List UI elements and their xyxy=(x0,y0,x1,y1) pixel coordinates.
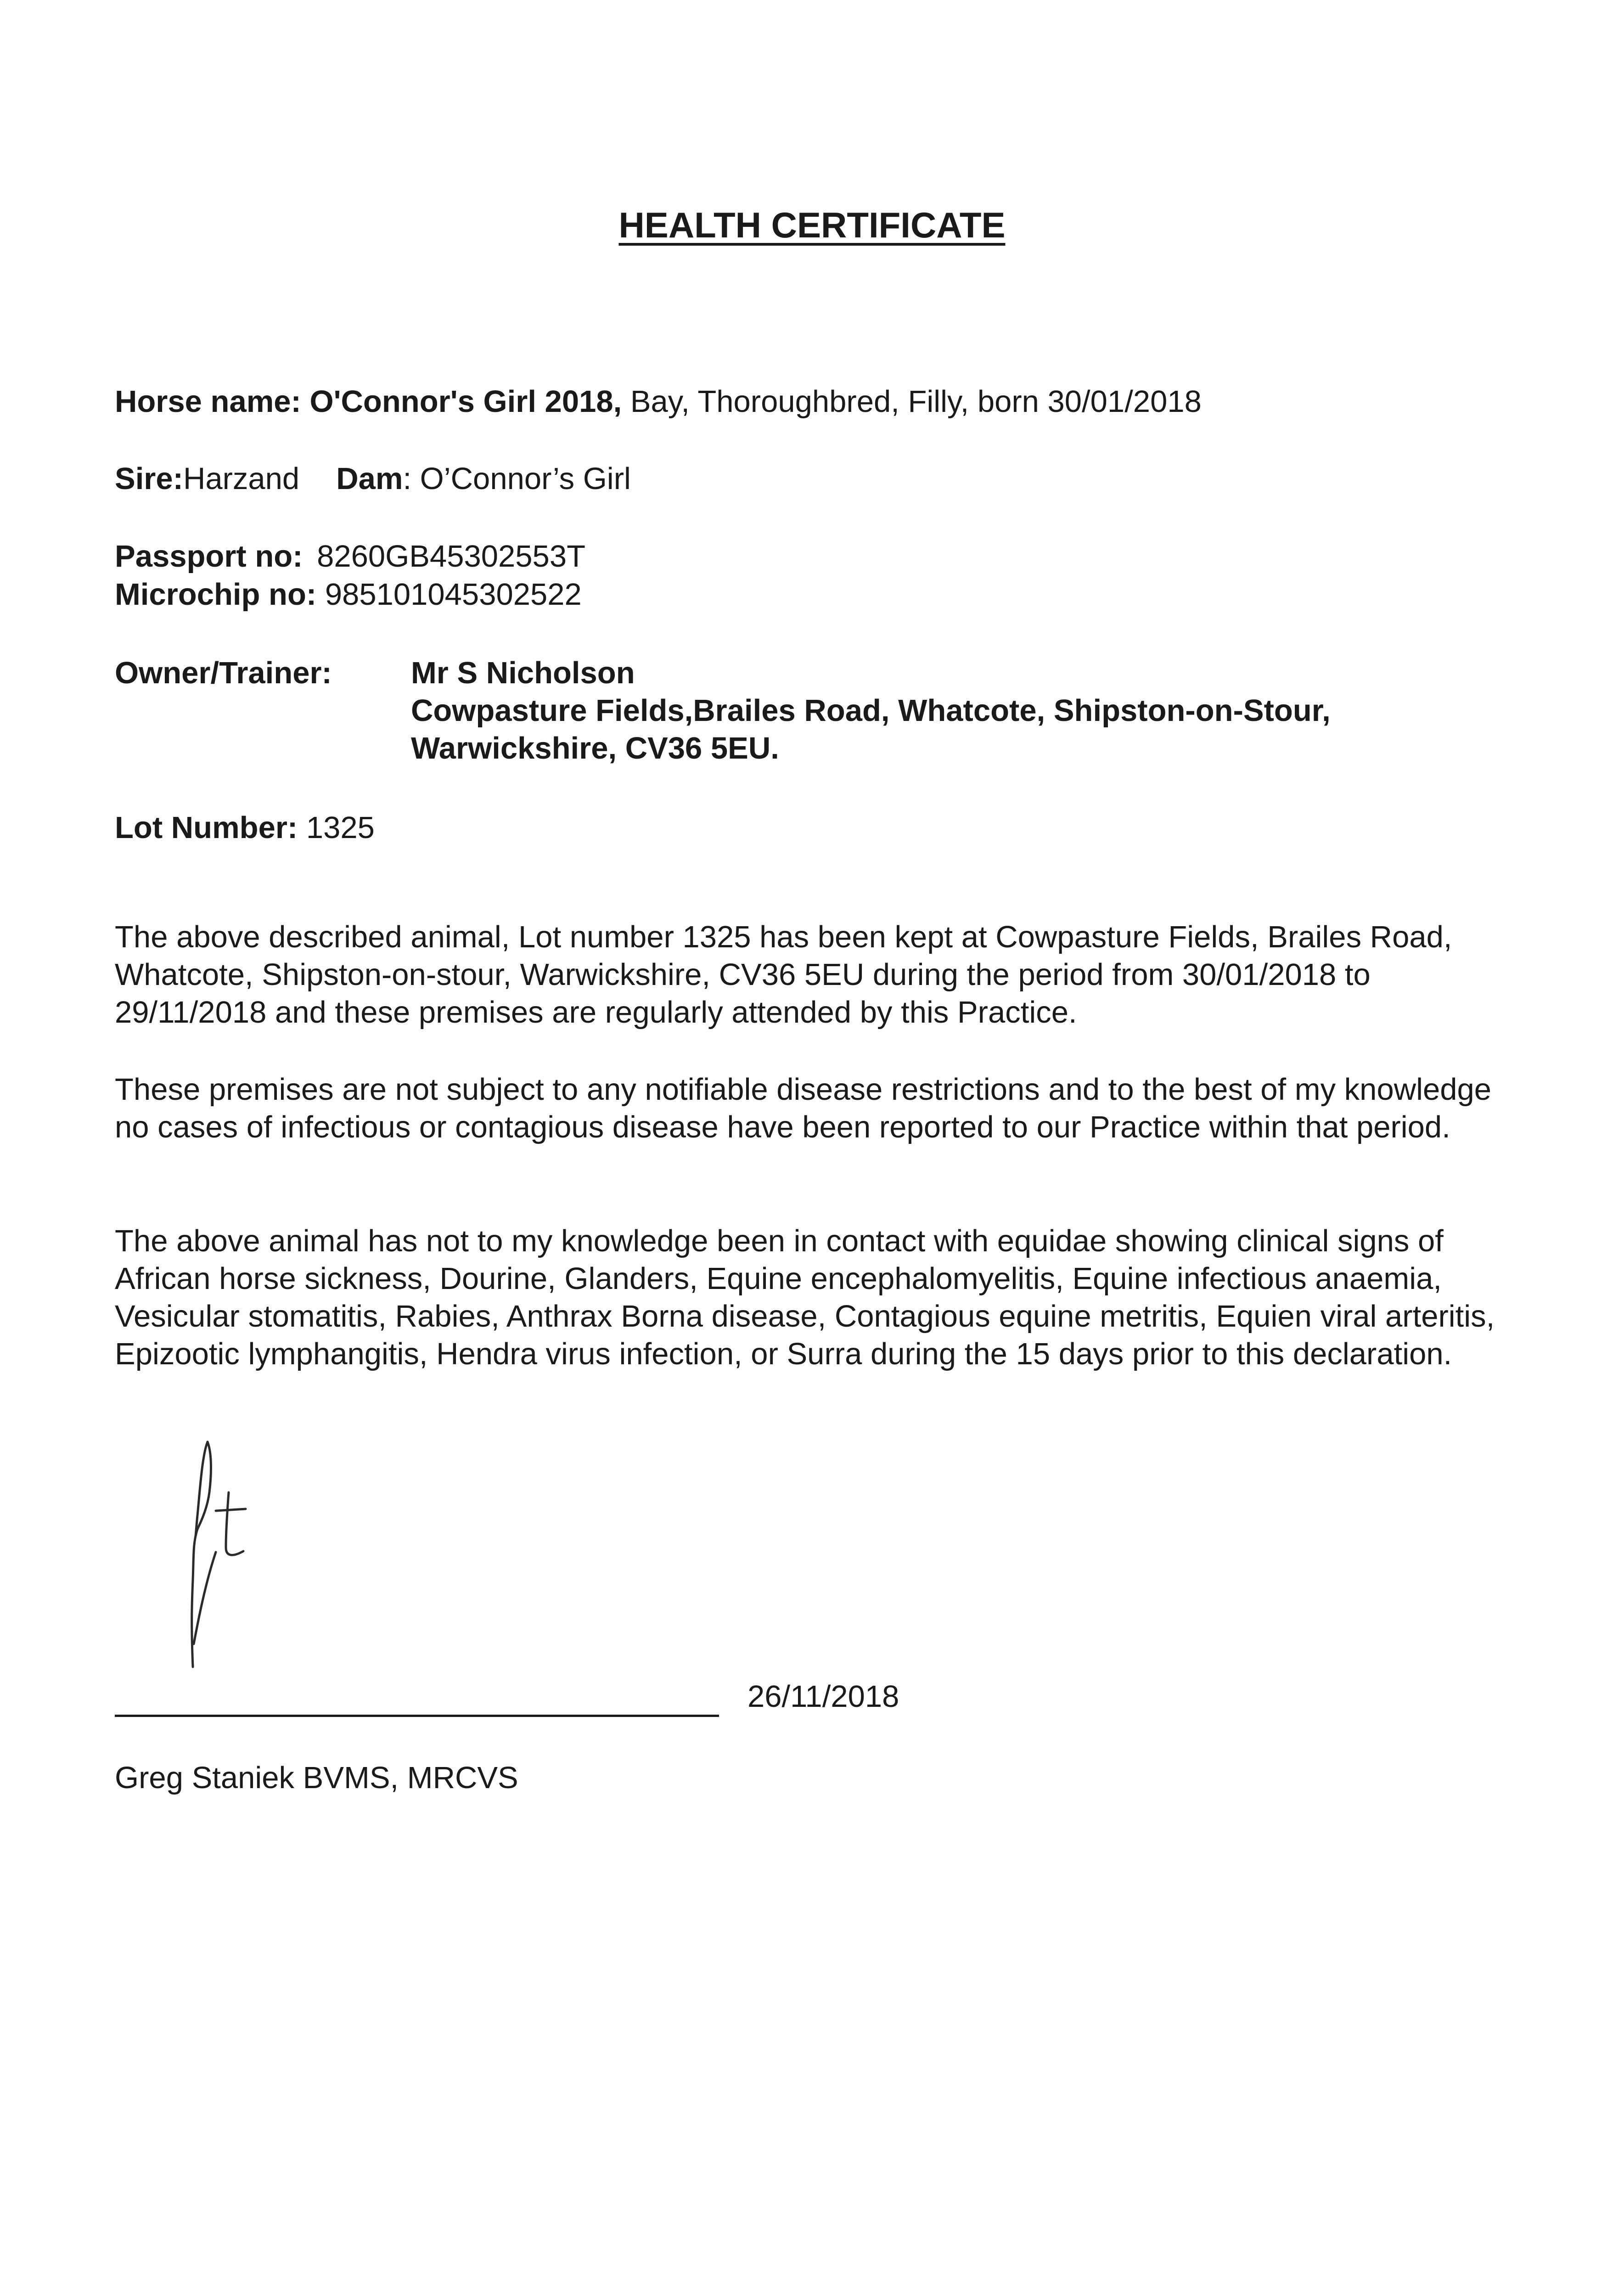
horse-details: Bay, Thoroughbred, Filly, born 30/01/2018 xyxy=(630,384,1202,419)
owner-trainer-label: Owner/Trainer: xyxy=(115,656,332,690)
lot-number-line xyxy=(115,810,375,846)
premises-paragraph: The above described animal, Lot number 1325 has been kept at Cowpasture Fields, Brailes Road, Whatcote, Shipston-on-stour, Warwickshire, CV36 5EU during the period from 30/01/2018 to 29/11/2018 and these premises are regularly attended by this Practice. xyxy=(115,920,1452,1030)
dam-value: : O’Connor’s Girl xyxy=(403,461,631,496)
passport-label: Passport no: xyxy=(115,539,303,574)
owner-address-line-1: Cowpasture Fields,Brailes Road, Whatcote, Shipston-on-Stour, xyxy=(411,693,1331,728)
horse-name-line xyxy=(115,383,1202,420)
microchip-line xyxy=(115,576,582,613)
owner-name: Mr S Nicholson xyxy=(411,656,635,690)
signature-line xyxy=(115,1715,719,1717)
microchip-value: 985101045302522 xyxy=(325,577,582,612)
sire-label: Sire: xyxy=(115,461,183,496)
passport-line xyxy=(115,538,585,575)
microchip-label: Microchip no: xyxy=(115,577,317,612)
dam-label: Dam xyxy=(336,461,403,496)
parentage-line xyxy=(115,461,631,497)
horse-name-label: Horse name: xyxy=(115,384,301,419)
passport-value: 8260GB45302553T xyxy=(317,539,586,574)
restrictions-paragraph: These premises are not subject to any notifiable disease restrictions and to the best of my knowledge no cases of infectious or contagious disease have been reported to our Practice within that period. xyxy=(115,1072,1492,1144)
horse-name-value: O'Connor's Girl 2018, xyxy=(309,384,622,419)
owner-address-line-2: Warwickshire, CV36 5EU. xyxy=(411,731,779,765)
signature-date: 26/11/2018 xyxy=(747,1679,899,1714)
sire-value: Harzand xyxy=(183,461,300,496)
lot-number-label: Lot Number: xyxy=(115,810,298,845)
contact-paragraph: The above animal has not to my knowledge been in contact with equidae showing clinical signs of African horse sickness, Dourine, Glanders, Equine encephalomyelitis, Equine infectious anaemia, Vesicular stomatitis, Rabies, Anthrax Borna disease, Contagious equine metritis, Equien viral arteritis, Epizootic lymphangitis, Hendra virus infection, or Surra during the 15 days prior to this declaration. xyxy=(115,1224,1495,1371)
owner-trainer-details xyxy=(411,654,1331,767)
handwritten-signature xyxy=(174,1437,285,1676)
signer-name: Greg Staniek BVMS, MRCVS xyxy=(115,1761,518,1795)
page-title: HEALTH CERTIFICATE xyxy=(618,205,1006,245)
lot-number-value: 1325 xyxy=(306,810,375,845)
